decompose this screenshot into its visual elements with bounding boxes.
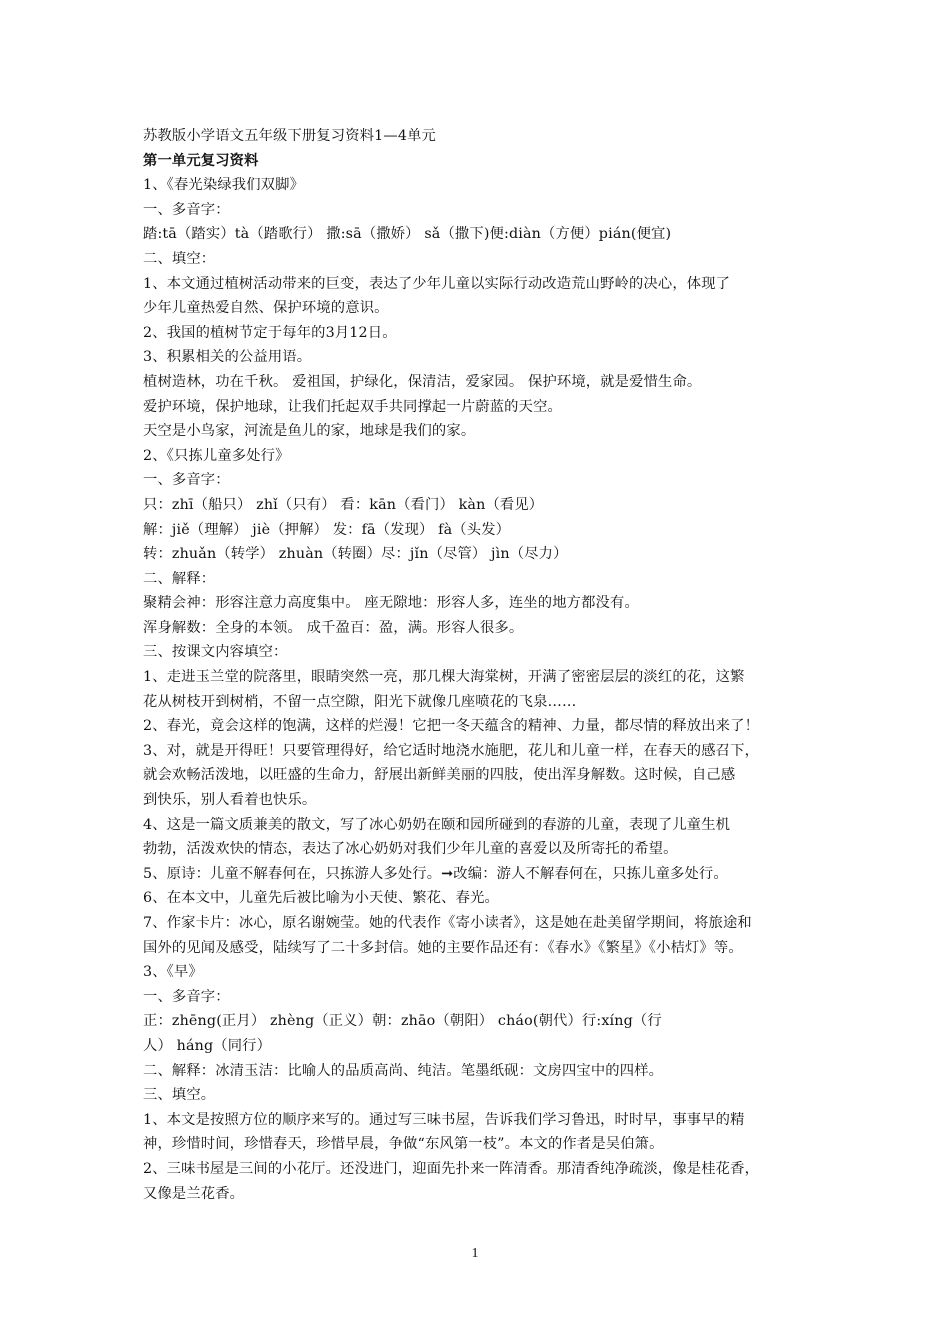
text-line: 浑身解数：全身的本领。 成千盈百：盈，满。形容人很多。 [143, 619, 524, 636]
section-heading: 一、多音字： [143, 472, 230, 489]
text-line: 人） háng（同行） [143, 1037, 272, 1054]
text-line: 少年儿童热爱自然、保护环境的意识。 [143, 300, 389, 317]
lesson-heading: 3、《早》 [143, 964, 203, 981]
unit-heading: 第一单元复习资料 [143, 152, 259, 169]
lesson-heading: 1、《春光染绿我们双脚》 [143, 177, 305, 194]
text-line: 国外的见闻及感受，陆续写了二十多封信。她的主要作品还有：《春水》《繁星》《小桔灯》等。 [143, 939, 743, 956]
text-line: 又像是兰花香。 [143, 1185, 245, 1202]
text-line: 5、原诗：儿童不解春何在，只拣游人多处行。➞改编：游人不解春何在，只拣儿童多处行。 [143, 865, 728, 882]
text-line: 6、在本文中，儿童先后被比喻为小天使、繁花、春光。 [143, 890, 499, 907]
text-line: 神，珍惜时间，珍惜春天，珍惜早晨，争做“东风第一枝”。本文的作者是吴伯箫。 [143, 1136, 664, 1153]
section-heading: 三、按课文内容填空： [143, 644, 288, 661]
text-line: 3、积累相关的公益用语。 [143, 349, 312, 366]
section-heading: 一、多音字： [143, 201, 230, 218]
section-heading: 二、解释： [143, 570, 216, 587]
text-line: 植树造林，功在千秋。 爱祖国，护绿化，保清洁，爱家园。 保护环境，就是爱惜生命。 [143, 373, 702, 390]
text-line: 解：jiě（理解） jiè（押解） 发：fā（发现） fà（头发） [143, 521, 511, 538]
text-line: 到快乐，别人看着也快乐。 [143, 792, 317, 809]
text-line: 1、本文通过植树活动带来的巨变，表达了少年儿童以实际行动改造荒山野岭的决心，体现了 [143, 275, 731, 292]
text-line: 就会欢畅活泼地，以旺盛的生命力，舒展出新鲜美丽的四肢，使出浑身解数。这时候，自己感 [143, 767, 736, 784]
text-line: 1、本文是按照方位的顺序来写的。通过写三味书屋，告诉我们学习鲁迅，时时早，事事早的精 [143, 1111, 745, 1128]
text-line: 2、三味书屋是三间的小花厅。还没进门，迎面先扑来一阵清香。那清香纯净疏淡，像是桂花香， [143, 1160, 760, 1177]
section-heading: 二、填空： [143, 250, 216, 267]
page-number: 1 [471, 1246, 479, 1261]
section-heading: 三、填空。 [143, 1087, 216, 1104]
section-heading: 一、多音字： [143, 988, 230, 1005]
text-line: 1、走进玉兰堂的院落里，眼睛突然一亮，那几棵大海棠树，开满了密密层层的淡红的花，这繁 [143, 669, 745, 686]
text-line: 爱护环境，保护地球，让我们托起双手共同撑起一片蔚蓝的天空。 [143, 398, 562, 415]
text-line: 二、解释：冰清玉洁：比喻人的品质高尚、纯洁。笔墨纸砚：文房四宝中的四样。 [143, 1062, 664, 1079]
lesson-heading: 2、《只拣儿童多处行》 [143, 447, 290, 464]
text-line: 勃勃，活泼欢快的情态，表达了冰心奶奶对我们少年儿童的喜爱以及所寄托的希望。 [143, 841, 678, 858]
text-line: 天空是小鸟家，河流是鱼儿的家，地球是我们的家。 [143, 423, 476, 440]
document-title: 苏教版小学语文五年级下册复习资料1—4单元 [143, 128, 436, 144]
text-line: 花从树枝开到树梢，不留一点空隙，阳光下就像几座喷花的飞泉…… [143, 693, 577, 710]
text-line: 聚精会神：形容注意力高度集中。 座无隙地：形容人多，连坐的地方都没有。 [143, 595, 639, 612]
text-line: 2、春光，竟会这样的饱满，这样的烂漫！它把一冬天蕴含的精神、力量，都尽情的释放出来了！ [143, 718, 760, 735]
text-line: 正：zhēng(正月） zhèng（正义）朝：zhāo（朝阳） cháo(朝代）行:xíng（行 [143, 1013, 662, 1030]
text-line: 只：zhī（船只） zhǐ（只有） 看：kān（看门） kàn（看见） [143, 496, 544, 513]
text-line: 3、对，就是开得旺！只要管理得好，给它适时地浇水施肥，花儿和儿童一样，在春天的感召下， [143, 742, 760, 759]
text-line: 转：zhuǎn（转学） zhuàn（转圈）尽：jǐn（尽管） jìn（尽力） [143, 546, 568, 563]
document-body [143, 124, 823, 1206]
text-line: 2、我国的植树节定于每年的3月12日。 [143, 324, 397, 341]
text-line: 4、这是一篇文质兼美的散文，写了冰心奶奶在颐和园所碰到的春游的儿童，表现了儿童生机 [143, 816, 731, 833]
text-line: 踏:tā（踏实）tà（踏歌行） 撒:sā（撒娇） sǎ（撒下)便:diàn（方便）pián(便宜) [143, 226, 672, 243]
text-line: 7、作家卡片：冰心，原名谢婉莹。她的代表作《寄小读者》，这是她在赴美留学期间，将旅途和 [143, 915, 752, 931]
